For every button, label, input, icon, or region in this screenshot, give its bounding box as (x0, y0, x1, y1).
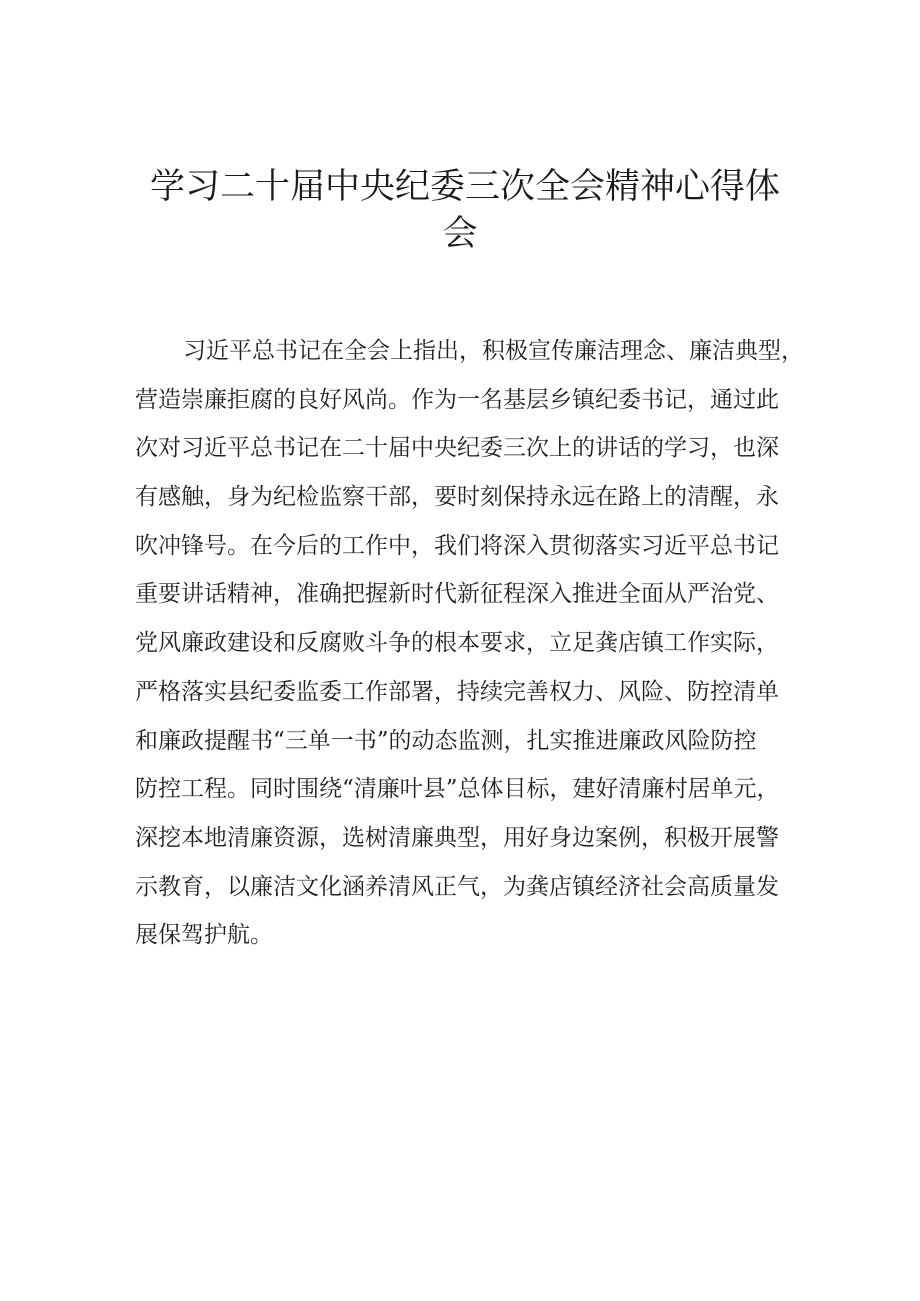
paragraph-line: 示教育，以廉洁文化涵养清风正气，为龚店镇经济社会高质量发 (135, 873, 779, 900)
paragraph-line: 营造崇廉拒腐的良好风尚。作为一名基层乡镇纪委书记，通过此 (135, 386, 779, 413)
body-paragraph (135, 327, 815, 960)
paragraph-line: 吹冲锋号。在今后的工作中，我们将深入贯彻落实习近平总书记 (135, 532, 779, 559)
paragraph-line: 深挖本地清廉资源，选树清廉典型，用好身边案例，积极开展警 (135, 824, 779, 851)
paragraph-line: 和廉政提醒书“三单一书”的动态监测，扎实推进廉政风险防控 (135, 727, 757, 754)
paragraph-line: 防控工程。同时围绕“清廉叶县”总体目标，建好清廉村居单元， (135, 776, 780, 803)
title-line: 学习二十届中央纪委三次全会精神心得体 (150, 167, 781, 207)
paragraph-line: 次对习近平总书记在二十届中央纪委三次上的讲话的学习，也深 (135, 435, 779, 462)
document-title (150, 164, 781, 258)
paragraph-line: 展保驾护航。 (135, 922, 273, 949)
title-line: 会 (442, 214, 478, 254)
paragraph-line: 严格落实县纪委监委工作部署，持续完善权力、风险、防控清单 (135, 678, 779, 705)
paragraph-line: 有感触，身为纪检监察干部，要时刻保持永远在路上的清醒，永 (135, 484, 779, 511)
paragraph-line: 党风廉政建设和反腐败斗争的根本要求，立足龚店镇工作实际， (135, 630, 779, 657)
paragraph-line: 习近平总书记在全会上指出，积极宣传廉洁理念、廉洁典型， (183, 338, 804, 364)
paragraph-line: 重要讲话精神，准确把握新时代新征程深入推进全面从严治党、 (135, 581, 779, 608)
